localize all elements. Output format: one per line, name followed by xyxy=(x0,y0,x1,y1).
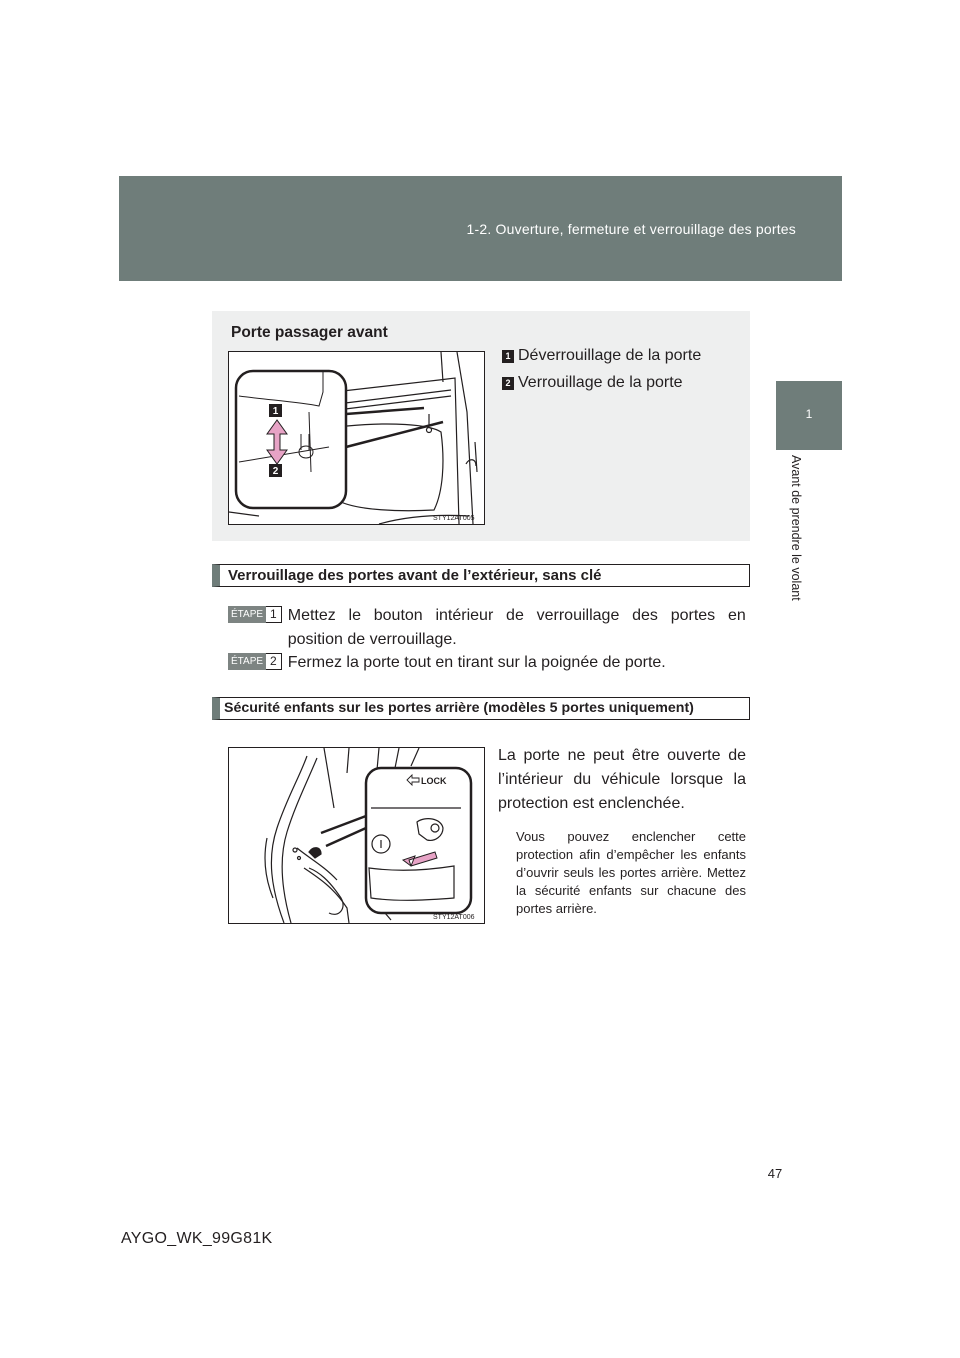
step-text xyxy=(288,604,746,652)
callout-2: 2 xyxy=(272,466,279,477)
figure-code: STY12AT006 xyxy=(433,914,475,921)
step-badge xyxy=(228,606,282,623)
lock-label: LOCK xyxy=(421,776,447,786)
page-number: 47 xyxy=(767,1166,783,1181)
legend-label: Déverrouillage de la porte xyxy=(518,347,702,364)
chapter-header xyxy=(119,176,842,281)
chapter-side-label xyxy=(786,455,806,635)
section-heading-child-safety: Sécurité enfants sur les portes arrière (modèles 5 portes uniquement) xyxy=(212,697,750,720)
step-text xyxy=(288,651,666,675)
front-door-lock-illustration xyxy=(228,351,485,525)
legend-item-unlock xyxy=(502,347,701,365)
legend-number: 2 xyxy=(502,377,514,390)
child-lock-description: La porte ne peut être ouverte de l’intérieur du véhicule lorsque la protection est enclenchée. xyxy=(498,747,746,812)
step-text-line: Mettez le bouton intérieur de verrouillage des portes en xyxy=(287,607,746,624)
section-heading-front-doors: Verrouillage des portes avant de l’extérieur, sans clé xyxy=(212,564,750,587)
child-lock-note: Vous pouvez enclencher cette protection afin d’empêcher les enfants d’ouvrir seuls les portes arrière. Mettez la sécurité enfants sur chacune des portes arrière. xyxy=(516,829,746,916)
document-code: AYGO_WK_99G81K xyxy=(121,1230,273,1247)
chapter-title: Avant de prendre le volant xyxy=(789,455,803,601)
step-badge-number: 2 xyxy=(266,653,282,670)
legend-label: Verrouillage de la porte xyxy=(518,374,683,391)
figure-code: STY12AT005 xyxy=(433,515,475,522)
step-badge-label: ÉTAPE xyxy=(228,653,266,670)
step-badge-label: ÉTAPE xyxy=(228,606,266,623)
child-lock-illustration xyxy=(228,747,485,924)
callout-1: 1 xyxy=(272,406,279,417)
step-text-line: Fermez la porte tout en tirant sur la poignée de porte. xyxy=(287,654,666,671)
chapter-tab xyxy=(776,381,842,450)
legend-item-lock xyxy=(502,374,683,392)
step-badge xyxy=(228,653,282,670)
chapter-number: 1 xyxy=(805,407,813,421)
figure-box-title: Porte passager avant xyxy=(231,324,388,341)
step-2 xyxy=(228,651,666,675)
section-title: 1-2. Ouverture, fermeture et verrouillage des portes xyxy=(466,221,796,237)
legend-number: 1 xyxy=(502,350,514,363)
step-text-line: position de verrouillage. xyxy=(287,631,457,648)
step-badge-number: 1 xyxy=(266,606,282,623)
step-1 xyxy=(228,604,746,652)
